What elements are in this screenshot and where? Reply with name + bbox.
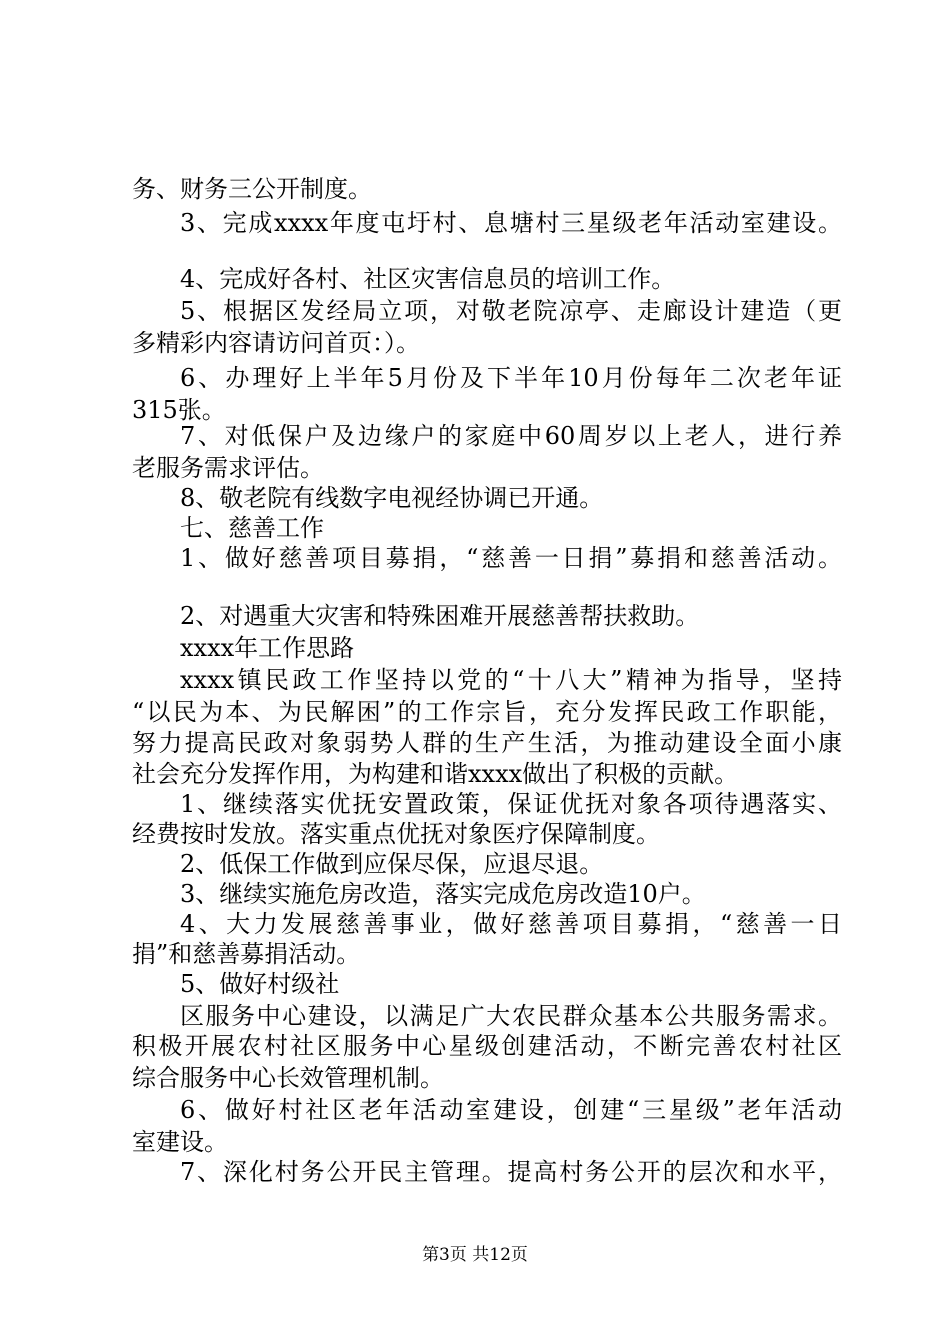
body-line: 6、做好村社区老年活动室建设，创建“三星级”老年活动: [180, 1096, 842, 1124]
body-line: 1、继续落实优抚安置政策，保证优抚对象各项待遇落实、: [180, 790, 842, 818]
body-line: 多精彩内容请访问首页：）。: [132, 329, 420, 357]
body-line: 老服务需求评估。: [132, 454, 324, 482]
body-line: 3、完成xxxx年度屯圩村、息塘村三星级老年活动室建设。: [180, 209, 842, 237]
body-line: 1、做好慈善项目募捐，“慈善一日捐”募捐和慈善活动。: [180, 544, 842, 572]
body-line: 4、大力发展慈善事业，做好慈善项目募捐，“慈善一日: [180, 910, 842, 938]
body-line: 经费按时发放。落实重点优抚对象医疗保障制度。: [132, 820, 660, 848]
body-line: 8、敬老院有线数字电视经协调已开通。: [180, 484, 604, 512]
body-line: 社会充分发挥作用，为构建和谐xxxx做出了积极的贡献。: [132, 760, 739, 788]
body-line: 务、财务三公开制度。: [132, 175, 372, 203]
body-line: 6、办理好上半年5月份及下半年10月份每年二次老年证: [180, 364, 842, 392]
body-line: 2、对遇重大灾害和特殊困难开展慈善帮扶救助。: [180, 602, 700, 630]
body-line: 积极开展农村社区服务中心星级创建活动，不断完善农村社区: [132, 1032, 842, 1060]
body-line: 7、深化村务公开民主管理。提高村务公开的层次和水平，: [180, 1158, 842, 1186]
body-line: 室建设。: [132, 1128, 228, 1156]
body-line: 5、根据区发经局立项，对敬老院凉亭、走廊设计建造（更: [180, 297, 842, 325]
body-line: 区服务中心建设，以满足广大农民群众基本公共服务需求。: [180, 1002, 842, 1030]
page-number: 第3页 共12页: [422, 1245, 528, 1265]
body-line: 综合服务中心长效管理机制。: [132, 1064, 444, 1092]
body-line: 捐”和慈善募捐活动。: [132, 940, 361, 968]
body-line: 努力提高民政对象弱势人群的生产生活，为推动建设全面小康: [132, 729, 842, 757]
body-line: 2、低保工作做到应保尽保，应退尽退。: [180, 850, 604, 878]
body-line: xxxx镇民政工作坚持以党的“十八大”精神为指导，坚持: [180, 666, 842, 694]
body-line: 5、做好村级社: [180, 970, 340, 998]
body-line: 3、继续实施危房改造，落实完成危房改造10户。: [180, 880, 706, 908]
section-heading: 七、慈善工作: [180, 514, 324, 542]
body-line: 7、对低保户及边缘户的家庭中60周岁以上老人，进行养: [180, 422, 842, 450]
body-line: 315张。: [132, 396, 226, 424]
body-line: 4、完成好各村、社区灾害信息员的培训工作。: [180, 265, 676, 293]
section-heading: xxxx年工作思路: [180, 634, 355, 662]
body-line: “以民为本、为民解困”的工作宗旨，充分发挥民政工作职能，: [132, 698, 842, 726]
